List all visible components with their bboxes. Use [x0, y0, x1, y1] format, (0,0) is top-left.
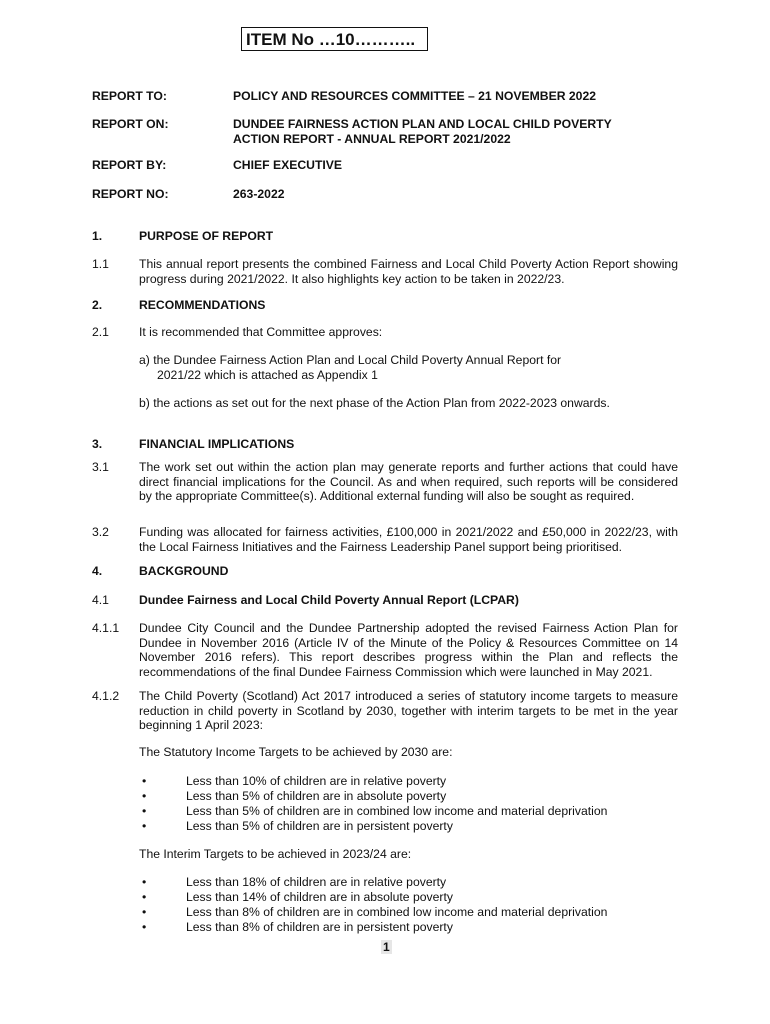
bullet-icon: •	[142, 804, 147, 818]
item-number-box: ITEM No …10………..	[241, 27, 428, 51]
para-3-2-text: Funding was allocated for fairness activities, £100,000 in 2021/2022 and £50,000 in 2022/23, with the Local Fairness Initiatives and the Fairness Leadership Panel support being prioritised.	[139, 525, 678, 554]
interim-target-item: Less than 14% of children are in absolute poverty	[186, 890, 453, 904]
bullet-icon: •	[142, 875, 147, 889]
para-4-1-2-number: 4.1.2	[92, 689, 120, 703]
interim-target-item: Less than 8% of children are in persistent poverty	[186, 920, 453, 934]
report-to-label: REPORT TO:	[92, 89, 167, 103]
report-by-value: CHIEF EXECUTIVE	[233, 158, 343, 172]
statutory-target-item: Less than 5% of children are in absolute poverty	[186, 789, 447, 803]
para-4-1-title: Dundee Fairness and Local Child Poverty Annual Report (LCPAR)	[139, 593, 519, 607]
section-3-number: 3.	[92, 437, 103, 451]
section-1-title: PURPOSE OF REPORT	[139, 229, 274, 243]
interim-target-item: Less than 8% of children are in combined low income and material deprivation	[186, 905, 608, 919]
para-3-1-number: 3.1	[92, 460, 109, 474]
report-no-label: REPORT NO:	[92, 187, 169, 201]
recommendation-b: b) the actions as set out for the next phase of the Action Plan from 2022-2023 onwards.	[139, 396, 610, 410]
bullet-icon: •	[142, 920, 147, 934]
section-4-number: 4.	[92, 564, 103, 578]
bullet-icon: •	[142, 789, 147, 803]
para-4-1-number: 4.1	[92, 593, 109, 607]
interim-target-item: Less than 18% of children are in relative poverty	[186, 875, 447, 889]
statutory-target-item: Less than 5% of children are in persistent poverty	[186, 819, 453, 833]
section-3-title: FINANCIAL IMPLICATIONS	[139, 437, 295, 451]
section-4-title: BACKGROUND	[139, 564, 229, 578]
para-4-1-1-text: Dundee City Council and the Dundee Partnership adopted the revised Fairness Action Plan for Dundee in November 2016 (Article IV of the Minute of the Policy & Resources Committee on 14 November 2016 refers). This report describes progress within the Plan and reflects the recommendations of the final Dundee Fairness Commission which were launched in May 2021.	[139, 621, 678, 679]
report-on-value-line2: ACTION REPORT - ANNUAL REPORT 2021/2022	[233, 132, 511, 146]
report-on-label: REPORT ON:	[92, 117, 169, 131]
report-on-value-line1: DUNDEE FAIRNESS ACTION PLAN AND LOCAL CHILD POVERTY	[233, 117, 612, 131]
section-2-number: 2.	[92, 298, 103, 312]
statutory-target-item: Less than 5% of children are in combined low income and material deprivation	[186, 804, 608, 818]
section-2-title: RECOMMENDATIONS	[139, 298, 266, 312]
bullet-icon: •	[142, 819, 147, 833]
report-no-value: 263-2022	[233, 187, 285, 201]
para-4-1-1-number: 4.1.1	[92, 621, 120, 635]
recommendation-a-line1: a) the Dundee Fairness Action Plan and Local Child Poverty Annual Report for	[139, 353, 562, 367]
interim-targets-intro: The Interim Targets to be achieved in 2023/24 are:	[139, 847, 412, 861]
statutory-target-item: Less than 10% of children are in relative poverty	[186, 774, 447, 788]
statutory-targets-intro: The Statutory Income Targets to be achieved by 2030 are:	[139, 745, 453, 759]
para-2-1-text: It is recommended that Committee approves:	[139, 325, 383, 339]
recommendation-a-line2: 2021/22 which is attached as Appendix 1	[157, 368, 378, 382]
para-4-1-2-text: The Child Poverty (Scotland) Act 2017 introduced a series of statutory income targets to measure reduction in child poverty in Scotland by 2030, together with interim targets to be met in the year beginning 1 April 2023:	[139, 689, 678, 733]
report-to-value: POLICY AND RESOURCES COMMITTEE – 21 NOVEMBER 2022	[233, 89, 596, 103]
para-3-2-number: 3.2	[92, 525, 109, 539]
para-1-1-number: 1.1	[92, 257, 109, 271]
bullet-icon: •	[142, 905, 147, 919]
section-1-number: 1.	[92, 229, 103, 243]
bullet-icon: •	[142, 890, 147, 904]
report-by-label: REPORT BY:	[92, 158, 167, 172]
bullet-icon: •	[142, 774, 147, 788]
para-3-1-text: The work set out within the action plan may generate reports and further actions that could have direct financial implications for the Council. As and when required, such reports will be considered by the appropriate Committee(s). Additional external funding will also be sought as required.	[139, 460, 678, 504]
page-number: 1	[383, 940, 390, 954]
para-1-1-text: This annual report presents the combined Fairness and Local Child Poverty Action Report showing progress during 2021/2022. It also highlights key action to be taken in 2022/23.	[139, 257, 678, 286]
para-2-1-number: 2.1	[92, 325, 109, 339]
